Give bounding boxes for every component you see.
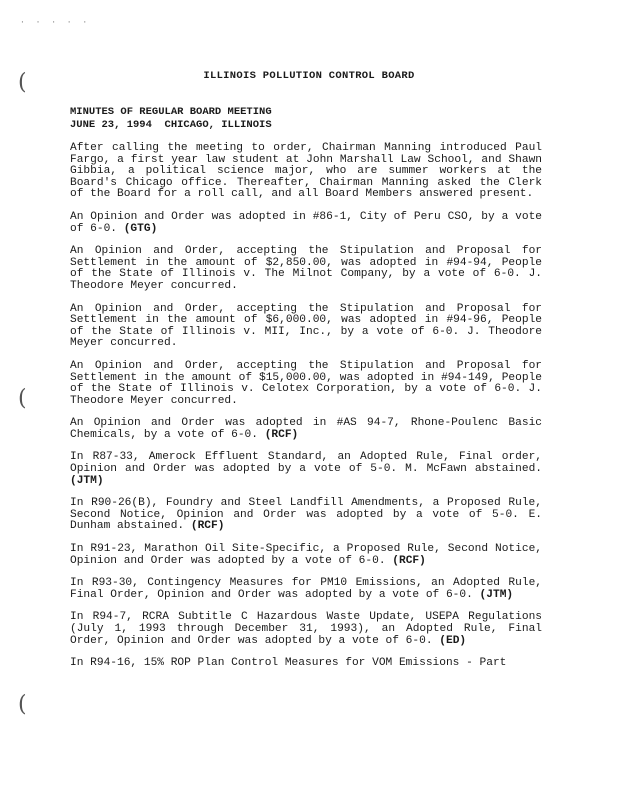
author-tag: (RCF)	[190, 520, 225, 533]
paragraph-text: An Opinion and Order, accepting the Stipulation and Proposal for Settlement in the amount of $6,000.00, was adopted in #94-96, People of the State of Illinois v. MII, Inc., by a vote of 6-0. J. Theodore Meyer concurred.	[70, 302, 542, 350]
paragraph-text: In R87-33, Amerock Effluent Standard, an Adopted Rule, Final order, Opinion and Order was adopted by a vote of 5-0. M. McFawn abstained.	[70, 451, 542, 476]
paragraph-text: In R90-26(B), Foundry and Steel Landfill Amendments, a Proposed Rule, Second Notice, Opinion and Order was adopted by a vote of 5-0. E. Dunham abstained.	[70, 497, 542, 533]
author-tag: (ED)	[439, 634, 467, 647]
minutes-heading-title: MINUTES OF REGULAR BOARD MEETING	[70, 106, 272, 118]
author-tag: (RCF)	[392, 554, 426, 567]
paragraph-text: In R91-23, Marathon Oil Site-Specific, a Proposed Rule, Second Notice, Opinion and Order was adopted by a vote of 6-0.	[70, 543, 542, 567]
author-tag: (RCF)	[264, 428, 299, 441]
punch-hole-mark-middle: (	[18, 386, 27, 411]
paragraph	[70, 304, 542, 350]
paragraph-text: An Opinion and Order, accepting the Stipulation and Proposal for Settlement in the amount of $15,000.00, was adopted in #94-149, People of the State of Illinois v. Celotex Corporation, by a vote of 6-0. J. Theodore Meyer concurred.	[70, 359, 542, 407]
author-tag: (JTM)	[70, 474, 104, 487]
paragraph	[70, 544, 542, 567]
paragraph-text: In R93-30, Contingency Measures for PM10 Emissions, an Adopted Rule, Final Order, Opinion and Order was adopted by a vote of 6-0.	[70, 577, 542, 601]
author-tag: (GTG)	[123, 222, 158, 235]
paragraph-text: An Opinion and Order was adopted in #86-1, City of Peru CSO, by a vote of 6-0.	[70, 210, 542, 235]
paragraph	[70, 361, 542, 407]
punch-hole-mark-top: (	[18, 70, 27, 95]
paragraph	[70, 612, 542, 647]
paragraph	[70, 498, 542, 533]
paragraph	[70, 418, 542, 441]
scan-speck: · · · · ·	[20, 18, 91, 27]
minutes-heading-date: JUNE 23, 1994 CHICAGO, ILLINOIS	[70, 119, 272, 131]
paragraph	[70, 143, 542, 201]
document-title: ILLINOIS POLLUTION CONTROL BOARD	[203, 70, 415, 82]
paragraph	[70, 246, 542, 292]
paragraph-text: After calling the meeting to order, Chairman Manning introduced Paul Fargo, a first year law student at John Marshall Law School, and Shawn Gibbia, a political science major, who are summer workers at the Board's Chicago office. Thereafter, Chairman Manning asked the Clerk of the Board for a roll call, and all Board Members answered present.	[70, 142, 542, 201]
paragraph	[70, 578, 542, 601]
author-tag: (JTM)	[479, 588, 514, 601]
paragraph-text: In R94-7, RCRA Subtitle C Hazardous Waste Update, USEPA Regulations (July 1, 1993 through December 31, 1993), an Adopted Rule, Final Order, Opinion and Order was adopted by a vote of 6-0.	[70, 611, 542, 647]
minutes-body	[70, 143, 542, 681]
punch-hole-mark-bottom: (	[18, 692, 27, 717]
minutes-heading	[70, 106, 272, 132]
paragraph-text: An Opinion and Order, accepting the Stipulation and Proposal for Settlement in the amount of $2,850.00, was adopted in #94-94, People of the State of Illinois v. The Milnot Company, by a vote of 6-0. J. Theodore Meyer concurred.	[70, 245, 542, 292]
paragraph	[70, 212, 542, 235]
paragraph-text: An Opinion and Order was adopted in #AS 94-7, Rhone-Poulenc Basic Chemicals, by a vote of 6-0.	[70, 417, 542, 441]
paragraph	[70, 452, 542, 487]
paragraph-text: In R94-16, 15% ROP Plan Control Measures for VOM Emissions - Part	[70, 657, 507, 670]
paragraph	[70, 658, 542, 670]
